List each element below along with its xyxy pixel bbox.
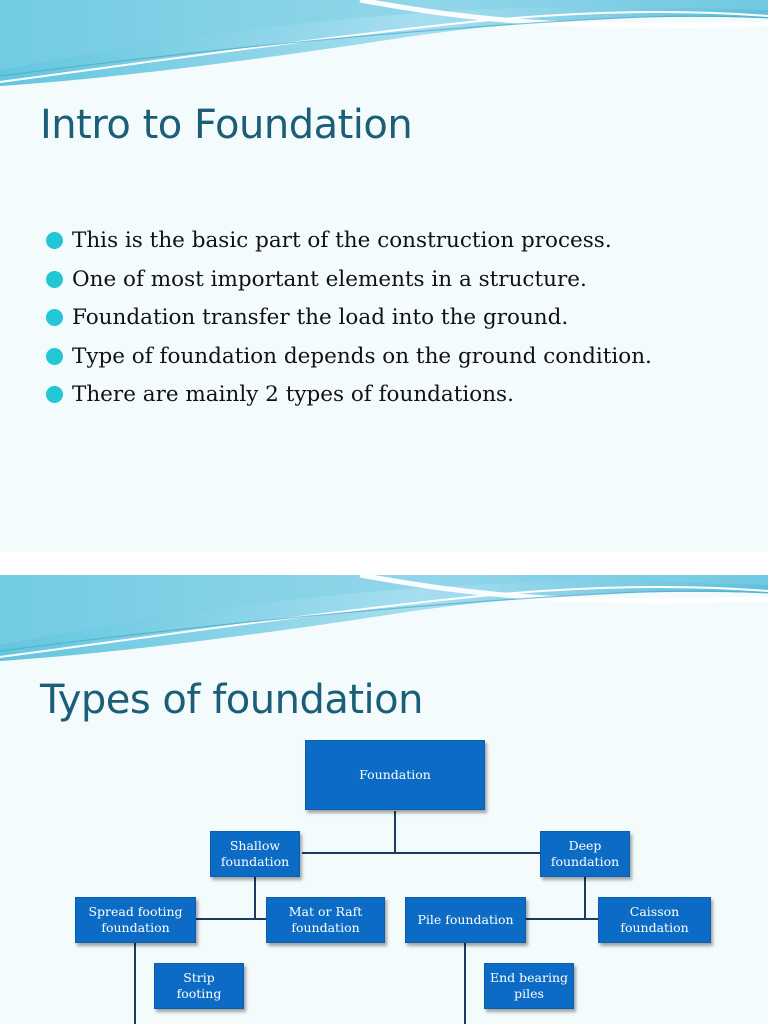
bullet-icon xyxy=(46,386,63,403)
list-item xyxy=(44,226,652,265)
bullet-text: Foundation transfer the load into the ground. xyxy=(72,305,569,330)
wave-header-decoration xyxy=(0,575,768,670)
slide-types xyxy=(0,575,768,1024)
connector-shallow-horizontal xyxy=(196,918,266,920)
node-caisson-foundation: Caisson foundation xyxy=(598,897,711,943)
list-item xyxy=(44,342,652,381)
page-title: Types of foundation xyxy=(40,677,423,723)
node-spread-footing: Spread footing foundation xyxy=(75,897,196,943)
connector-deep-horizontal xyxy=(526,918,598,920)
bullet-icon xyxy=(46,348,63,365)
node-mat-raft: Mat or Raft foundation xyxy=(266,897,385,943)
wave-header-decoration xyxy=(0,0,768,95)
bullet-list xyxy=(44,226,652,419)
connector-root-down xyxy=(394,811,396,853)
connector-deep-down xyxy=(584,876,586,919)
bullet-icon xyxy=(46,271,63,288)
bullet-text: One of most important elements in a structure. xyxy=(72,266,587,292)
connector-spread-down xyxy=(134,942,136,1024)
connector-shallow-down xyxy=(254,876,256,919)
list-item xyxy=(44,303,652,342)
page-title: Intro to Foundation xyxy=(40,102,413,148)
list-item xyxy=(44,265,652,304)
node-pile-foundation: Pile foundation xyxy=(405,897,526,943)
list-item xyxy=(44,380,652,419)
node-shallow-foundation: Shallow foundation xyxy=(210,831,300,877)
connector-level1-horizontal xyxy=(302,852,540,854)
node-foundation: Foundation xyxy=(305,740,485,810)
bullet-icon xyxy=(46,232,63,249)
node-deep-foundation: Deep foundation xyxy=(540,831,630,877)
bullet-text: There are mainly 2 types of foundations. xyxy=(72,382,514,407)
node-strip-footing: Strip footing xyxy=(154,963,244,1009)
connector-pile-down xyxy=(464,942,466,1024)
bullet-text: This is the basic part of the construction process. xyxy=(72,228,612,253)
node-end-bearing-piles: End bearing piles xyxy=(484,963,574,1009)
bullet-text: Type of foundation depends on the ground condition. xyxy=(72,343,652,369)
bullet-icon xyxy=(46,309,63,326)
